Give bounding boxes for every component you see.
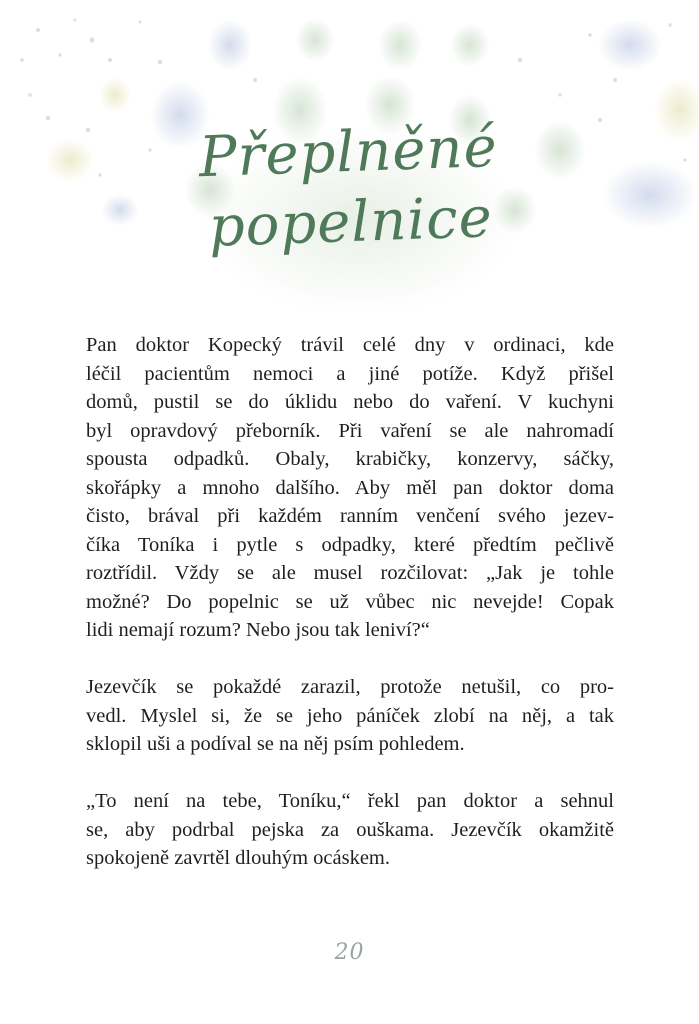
text-line: „To není na tebe, Toníku,“ řekl pan doktor a sehnul <box>86 790 614 812</box>
paragraph-2 <box>86 673 614 759</box>
chapter-title-line-2: popelnice <box>207 185 494 260</box>
chapter-title-line-1: Přeplněné <box>197 114 499 191</box>
text-line: čisto, brával při každém ranním venčení svého jezev- <box>86 505 614 527</box>
text-line: léčil pacientům nemoci a jiné potíže. Když přišel <box>86 362 614 385</box>
paragraph-3 <box>86 787 614 873</box>
text-line: roztřídil. Vždy se ale musel rozčilovat: „Jak je tohle <box>86 562 614 584</box>
text-line: spokojeně zavrtěl dlouhým ocáskem. <box>86 847 390 869</box>
text-line: domů, pustil se do úklidu nebo do vaření. V kuchyni <box>86 391 614 413</box>
text-line: vedl. Myslel si, že se jeho páníček zlobí na něj, a tak <box>86 704 614 727</box>
paragraph-1 <box>86 331 614 645</box>
text-line: sklopil uši a podíval se na něj psím pohledem. <box>86 733 465 755</box>
story-text <box>86 331 614 901</box>
text-line: byl opravdový přeborník. Při vaření se ale nahromadí <box>86 419 614 442</box>
text-line: číka Toníka i pytle s odpadky, které předtím pečlivě <box>86 533 614 556</box>
chapter-title <box>0 106 699 270</box>
text-line: se, aby podrbal pejska za ouškama. Jezevčík okamžitě <box>86 818 614 841</box>
text-line: možné? Do popelnic se už vůbec nic nevejde! Copak <box>86 590 614 613</box>
text-line: Jezevčík se pokaždé zarazil, protože netušil, co pro- <box>86 676 614 698</box>
page-number: 20 <box>334 940 365 965</box>
text-line: skořápky a mnoho dalšího. Aby měl pan doktor doma <box>86 476 614 499</box>
text-line: spousta odpadků. Obaly, krabičky, konzervy, sáčky, <box>86 448 614 470</box>
text-line: Pan doktor Kopecký trávil celé dny v ordinaci, kde <box>86 334 614 356</box>
text-line: lidi nemají rozum? Nebo jsou tak leniví?“ <box>86 619 430 641</box>
